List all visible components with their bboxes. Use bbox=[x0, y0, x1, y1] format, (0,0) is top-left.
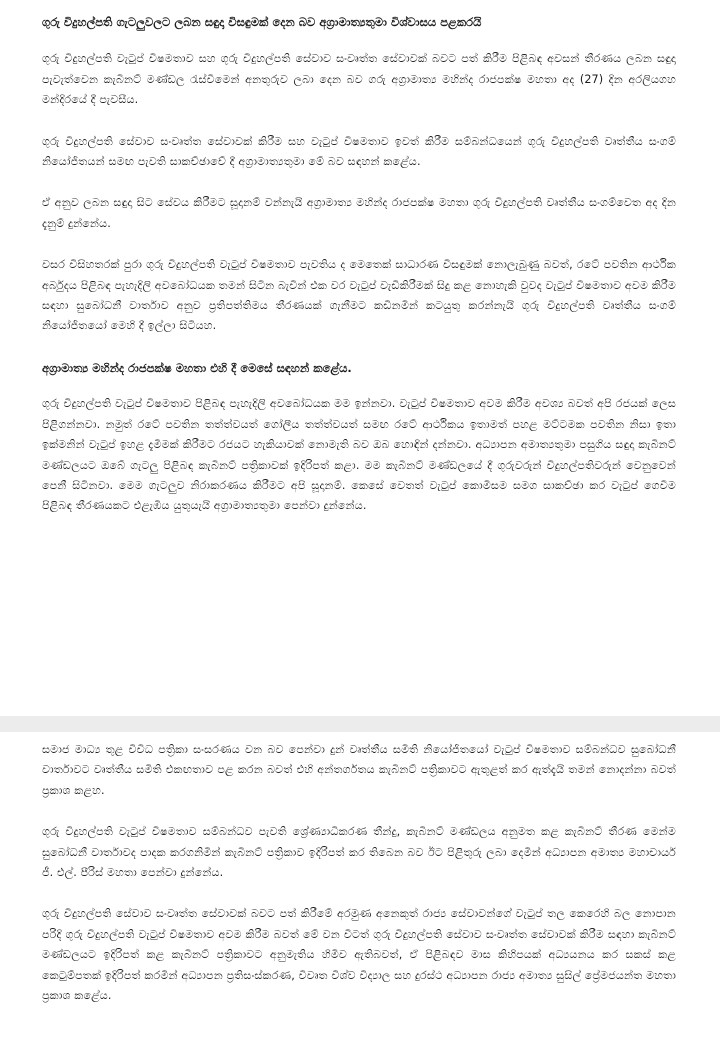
article-headline: ගුරු විදුහල්පති ගැටලුවලට ලබන සඳුදා විසඳුමක් දෙන බව අග්‍රාමාත්‍යතුමා විශ්වාසය පළකරයි bbox=[42, 15, 482, 29]
article-paragraph: ගුරු විදුහල්පති සේවාව සංවෘත්ත සේවාවක් කිරීම සහ වැටුප් විෂමතාව ඉවත් කිරීම සම්බන්ධයෙන් ගුරු විදුහල්පති වෘත්තීය සංගම් නියෝජිතයන් සමඟ පැවති සාකච්ඡාවේ දී අග්‍රාමාත්‍යතුමා මේ බව සඳහන් කළේය. bbox=[42, 134, 676, 169]
article-paragraph: වසර විසිහතරක් පුරා ගුරු විදුහල්පති වැටුප් විෂමතාව පැවතිය ද මෙතෙක් සාධාරණ විසඳුමක් නොලැබුණු බවත්, රටේ පවතින ආර්ථික අර්බුදය පිළිබඳ පැහැදිලි අවබෝධයක තමන් සිටින බැවින් එක වර වැටුප් වැඩිකිරීමක් සිදු කළ නොහැකි වුවද වැටුප් විෂමතාව අවම කිරීම සඳහා සුබෝධනී වාර්තාව අනුව ප්‍රතිපත්තිමය තීරණයක් ගැනීමට කඩිනමින් කටයුතු කරන්නැයි ගුරු විදුහල්පති වෘත්තීය සංගම් නියෝජිතයෝ මෙහි දී ඉල්ලා සිටියහ. bbox=[42, 258, 676, 333]
page-separator bbox=[0, 716, 720, 732]
page-1-content bbox=[42, 12, 676, 538]
article-paragraph: ගුරු විදුහල්පති වැටුප් විෂමතාව පිළිබඳ පැහැදිලි අවබෝධයක මම ඉන්නවා. වැටුප් විෂමතාව අවම කිරීම අවශ්‍ය බවත් අපි රජයක් ලෙස පිළිගන්නවා. නමුත් රටේ පවතින තත්ත්වයත් ගෝලීය තත්ත්වයත් සමඟ රටේ ආර්ථිකය ඉතාමත් පහළ මට්ටමක පවතින නිසා ඉතා ඉක්මනින් වැටුප් ඉහළ දැමීමක් කිරීමට රජයට හැකියාවක් නොමැති බව ඔබ හොඳින් දන්නවා. අධ්‍යාපන අමාත්‍යතුමා පසුගිය සඳුදා කැබිනට් මණ්ඩලයට ඔබේ ගැටලු පිළිබඳ කැබිනට් පත්‍රිකාවක් ඉදිරිපත් කළා. මම කැබිනට් මණ්ඩලයේ දී ගුරුවරුන් විදුහල්පතිවරුන් වෙනුවෙන් පෙනී සිටිනවා. මෙම ගැටලුව නිරාකරණය කිරීමට අපි සූදානම්. කෙසේ වෙතත් වැටුප් කොමිසම සමග සාකච්ඡා කර වැටුප් ගෙවීම පිළිබඳ තීරණයකට එළැඹිය යුතුයැයි අග්‍රාමාත්‍යතුමා පෙන්වා දුන්නේය. bbox=[42, 397, 676, 513]
page-2-content bbox=[42, 740, 676, 1027]
article-paragraph: ගුරු විදුහල්පති වැටුප් විෂමතාව සහ ගුරු විදුහල්පති සේවාව සංවෘත්ත සේවාවක් බවට පත් කිරීම පිළිබඳ අවසන් තීරණය ලබන සඳුදා පැවැත්වෙන කැබිනට් මණ්ඩල රැස්වීමෙන් අනතුරුව ලබා දෙන බව ගරු අග්‍රාමාත්‍ය මහින්ද රාජපක්ෂ මහතා අද (27) දින අරලියගහ මන්දිරයේ දී පැවසීය. bbox=[42, 52, 676, 107]
article-paragraph: ගුරු විදුහල්පති වැටුප් විෂමතාව සම්බන්ධව පැවති ශ්‍රේණ්‍යාධිකරණ තීන්දු, කැබිනට් මණ්ඩලය අනුමත කළ කැබිනට් තීරණ මෙන්ම සුබෝධනී වාර්තාවද පාදක කරගනිමින් කැබිනට් පත්‍රිකාව ඉදිරිපත් කර තිබෙන බව ඊට පිළිතුරු ලබා දෙමින් අධ්‍යාපන අමාත්‍ය මහාචාර්ය ජී. එල්. පීරිස් මහතා පෙන්වා දුන්නේය. bbox=[42, 825, 676, 880]
article-subheading: අග්‍රාමාත්‍ය මහින්ද රාජපක්ෂ මහතා එහි දී මෙසේ සඳහන් කළේය. bbox=[42, 360, 352, 375]
article-paragraph: සමාජ මාධ්‍ය තුළ විවිධ පත්‍රිකා සංසරණය වන බව පෙන්වා දුන් වෘත්තීය සමිති නියෝජිතයෝ වැටුප් විෂමතාව සම්බන්ධව සුබෝධනී වාර්තාවට වෘත්තීය සමිති එකඟතාව පළ කරන බවත් එහි අන්තර්ගතය කැබිනට් පත්‍රිකාවට ඇතුළත් කර ඇත්දැයි තමන් නොදන්නා බවත් ප්‍රකාශ කළහ. bbox=[42, 743, 676, 797]
article-paragraph: ගුරු විදුහල්පති සේවාව සංවෘත්ත සේවාවක් බවට පත් කිරීමේ අරමුණ අනෙකුත් රාජ්‍ය සේවාවන්ගේ වැටුප් තල කෙරෙහි බල නොපාන පරිදි ගුරු විදුහල්පති වැටුප් විෂමතාව අවම කිරීම බවත් මේ වන විටත් ගුරු විදුහල්පති සේවාව සංවෘත්ත සේවාවක් කිරීම සඳහා කැබිනට් මණ්ඩලයට ඉදිරිපත් කළ කැබිනට් පත්‍රිකාවට අනුමැතිය හිමිව ඇතිබවත්, ඒ පිළිබඳව මාස කිහිපයක් අධ්‍යයනය කර සකස් කළ කෙටුම්පතක් ඉදිරිපත් කරමින් අධ්‍යාපන ප්‍රතිසංස්කරණ, විවෘත විශ්ව විද්‍යාල සහ දුරස්ථ අධ්‍යාපන රාජ්‍ය අමාත්‍ය සුසිල් ප්‍රේමජයන්ත මහතා ප්‍රකාශ කළේය. bbox=[42, 907, 676, 1003]
article-paragraph: ඒ අනුව ලබන සඳුදා සිට සේවය කිරීමට සූදානම් වන්නැයි අග්‍රාමාත්‍ය මහින්ද රාජපක්ෂ මහතා ගුරු විදුහල්පති වෘත්තීය සංගම්වෙත අද දින දැනුම් දුන්නේය. bbox=[42, 196, 676, 230]
document-page-2 bbox=[0, 732, 720, 1061]
